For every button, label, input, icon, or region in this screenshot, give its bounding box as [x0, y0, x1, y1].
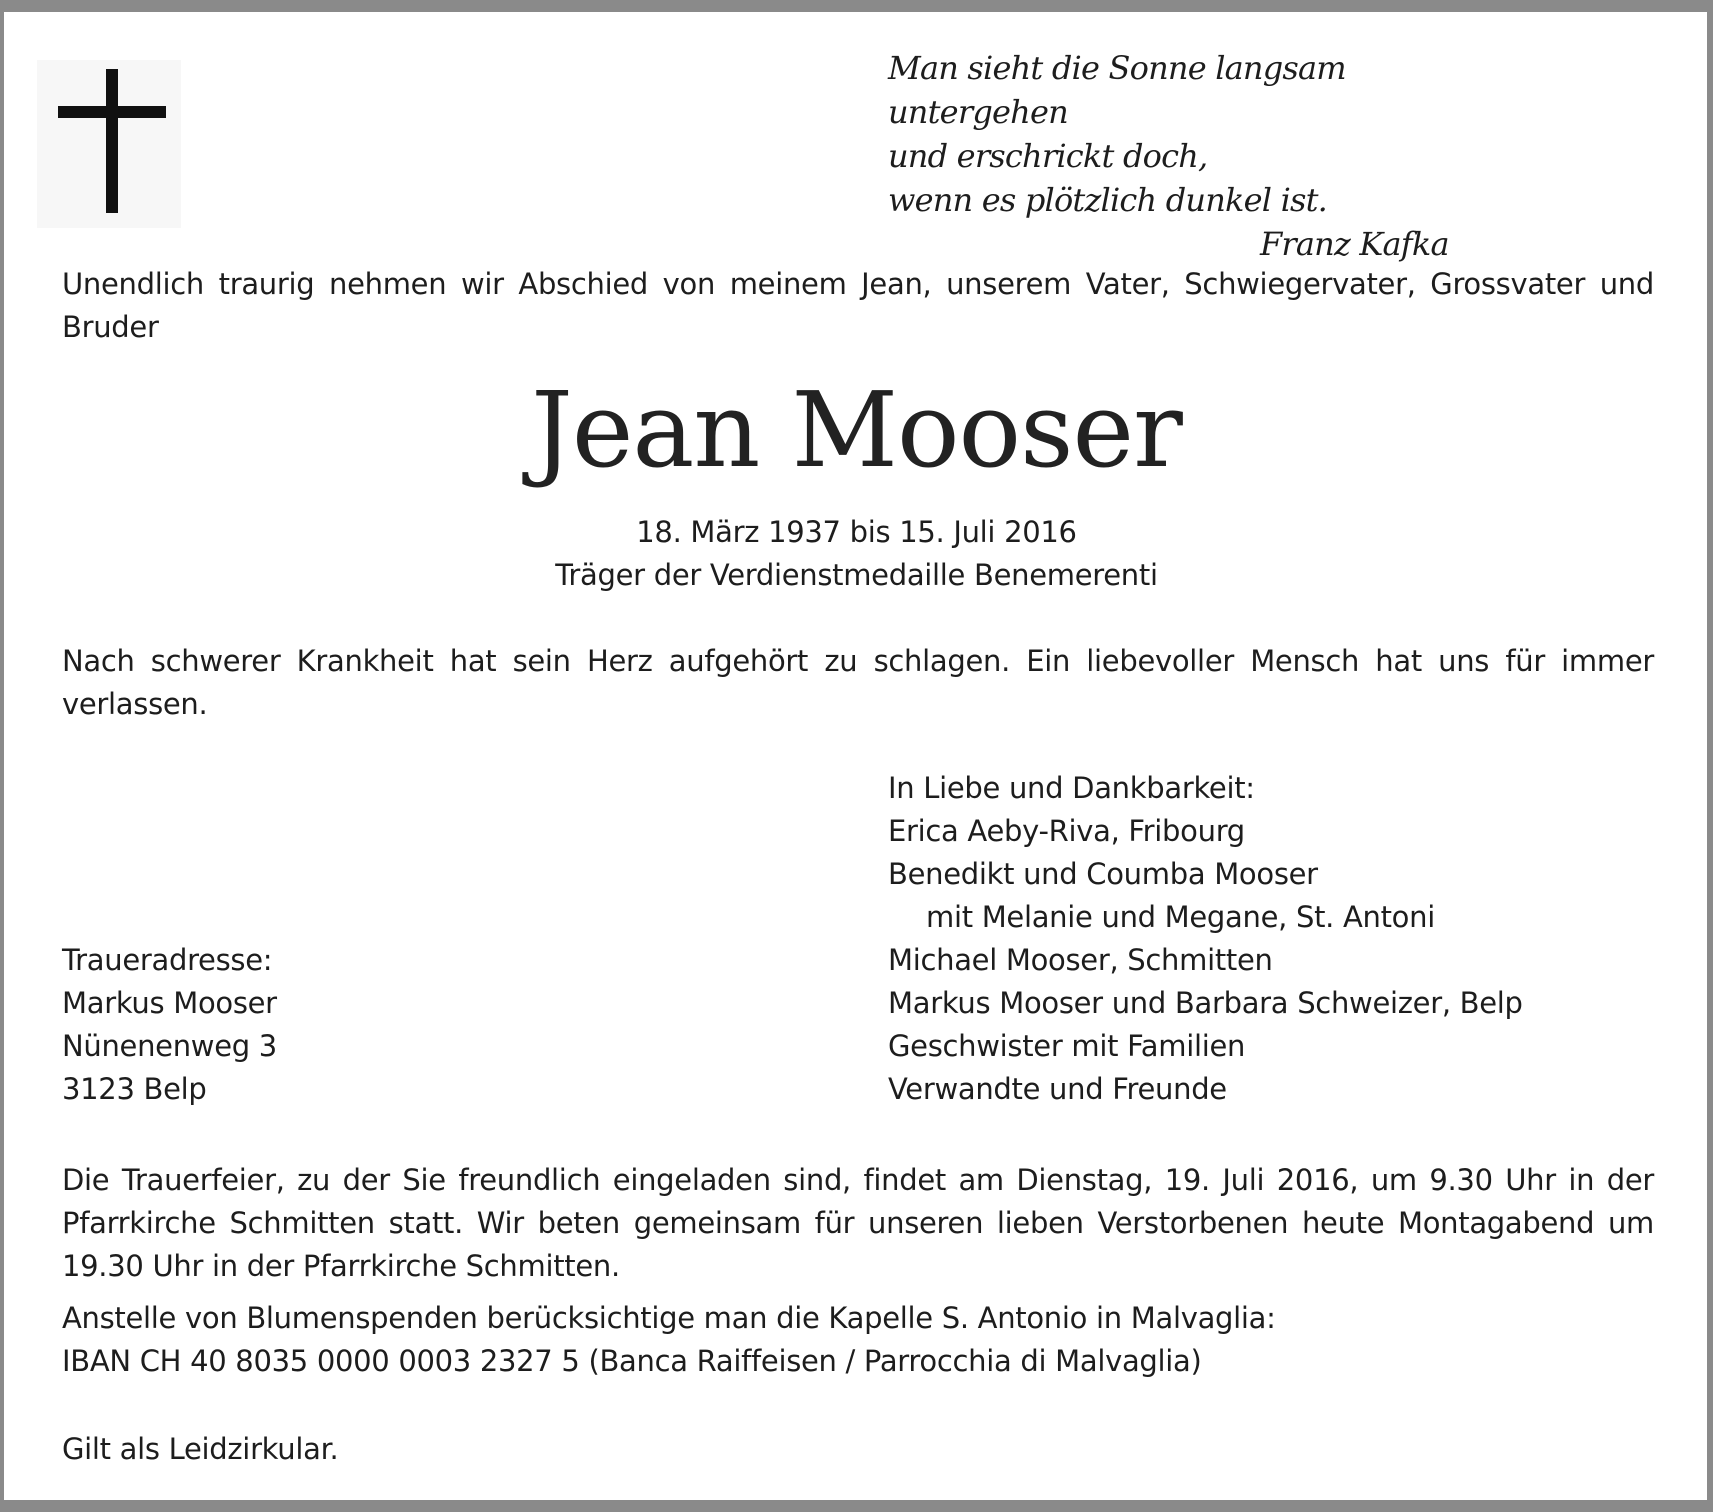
- mourner-line: Geschwister mit Familien: [888, 1029, 1246, 1063]
- address-city: 3123 Belp: [62, 1072, 207, 1106]
- closing-note: Gilt als Leidzirkular.: [62, 1432, 339, 1466]
- quote-line: wenn es plötzlich dunkel ist.: [888, 181, 1328, 219]
- mourner-line: Benedikt und Coumba Mooser: [888, 857, 1318, 891]
- cross-vertical-bar: [106, 69, 118, 213]
- intro-text: Unendlich traurig nehmen wir Abschied von meinem Jean, unserem Vater, Schwiegervater, Grossvater und Bruder: [62, 267, 1654, 344]
- donation-info: [62, 1297, 1276, 1383]
- address-street: Nünenenweg 3: [62, 1029, 277, 1063]
- deceased-name: Jean Mooser: [531, 369, 1182, 491]
- quote-line: und erschrickt doch,: [888, 137, 1208, 175]
- kafka-quote: [888, 46, 1508, 266]
- address-label: Traueradresse:: [62, 943, 273, 977]
- mourners-list: [888, 767, 1523, 1111]
- mourner-line: Markus Mooser und Barbara Schweizer, Belp: [888, 986, 1523, 1020]
- farewell-message: Nach schwerer Krankheit hat sein Herz aufgehört zu schlagen. Ein liebevoller Mensch hat uns für immer verlassen.: [62, 644, 1654, 721]
- cross-horizontal-bar: [58, 106, 166, 118]
- mourning-address: [62, 939, 277, 1111]
- mourner-line: Verwandte und Freunde: [888, 1072, 1227, 1106]
- mourners-heading: In Liebe und Dankbarkeit:: [888, 771, 1255, 805]
- cross-icon: [37, 60, 181, 228]
- quote-line: Man sieht die Sonne langsam untergehen: [888, 49, 1346, 131]
- donation-line: Anstelle von Blumenspenden berücksichtige man die Kapelle S. Antonio in Malvaglia:: [62, 1301, 1276, 1335]
- mourner-line: Erica Aeby-Riva, Fribourg: [888, 814, 1245, 848]
- address-name: Markus Mooser: [62, 986, 277, 1020]
- honor-text: Träger der Verdienstmedaille Benemerenti: [555, 558, 1158, 592]
- donation-iban: IBAN CH 40 8035 0000 0003 2327 5 (Banca Raiffeisen / Parrocchia di Malvaglia): [62, 1344, 1202, 1378]
- life-dates: 18. März 1937 bis 15. Juli 2016: [636, 515, 1077, 549]
- ceremony-text: Die Trauerfeier, zu der Sie freundlich eingeladen sind, findet am Dienstag, 19. Juli 2016, um 9.30 Uhr in der Pfarrkirche Schmitten statt. Wir beten gemeinsam für unseren lieben Verstorbenen heute Montagabend um 19.30 Uhr in der Pfarrkirche Schmitten.: [62, 1163, 1654, 1283]
- mourner-line: mit Melanie und Megane, St. Antoni: [926, 900, 1435, 934]
- quote-author: Franz Kafka: [1260, 225, 1449, 263]
- mourner-line: Michael Mooser, Schmitten: [888, 943, 1273, 977]
